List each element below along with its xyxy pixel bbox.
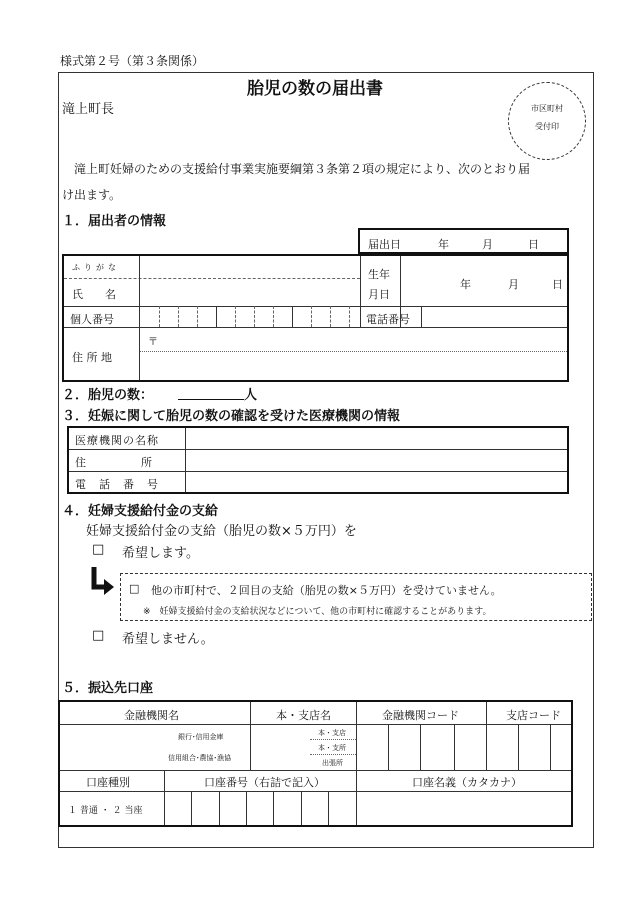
medical-address-field[interactable] <box>187 451 565 470</box>
date-label: 届出日 <box>368 238 401 251</box>
intro-line2: け出ます。 <box>62 188 122 202</box>
medical-name-label: 医療機関の名称 <box>75 434 159 447</box>
date-month: 月 <box>482 238 493 251</box>
medical-phone-label: 電 話 番 号 <box>75 478 159 491</box>
col-account-number: 口座番号（右詰で記入） <box>204 776 325 789</box>
sec4-heading: ４．妊婦支援給付金の支給 <box>62 504 219 519</box>
date-day: 日 <box>528 238 539 251</box>
sec4-lead: 妊婦支援給付金の支給（胎児の数×５万円）を <box>86 524 357 539</box>
address-label: 住 所 地 <box>72 351 112 364</box>
account-type-value[interactable]: １ 普通 ・ ２ 当座 <box>68 806 143 816</box>
bank-table <box>58 700 573 827</box>
account-name-field[interactable] <box>358 792 570 824</box>
col-branch-name: 本・支店名 <box>276 709 331 722</box>
id-number-label: 個人番号 <box>70 313 114 326</box>
stamp-line1: 市区町村 <box>531 104 563 113</box>
birth-label-1: 生年 <box>368 268 390 281</box>
sub-option-text: 他の市町村で、２回目の支給（胎児の数×５万円）を受けていません。 <box>151 584 502 597</box>
sub-option-note: ※ 妊婦支援給付金の支給状況などについて、他の市町村に確認することがあります。 <box>143 607 492 617</box>
form-label: 様式第２号（第３条関係） <box>60 54 205 68</box>
sec5-heading: ５．振込先口座 <box>62 681 154 696</box>
birth-year: 年 <box>460 278 471 291</box>
checkbox-yes[interactable]: □ <box>92 542 105 557</box>
date-box <box>358 228 569 254</box>
furigana-field[interactable] <box>141 257 359 277</box>
branch-type-3: 出張所 <box>322 759 343 767</box>
bank-type-1: 銀行･信用金庫 <box>178 733 224 741</box>
phone-field[interactable] <box>422 307 566 326</box>
medical-name-field[interactable] <box>187 429 565 448</box>
bank-type-2: 信用組合･農協･漁協 <box>168 754 231 762</box>
medical-address-label: 住 所 <box>75 456 152 469</box>
branch-type-2: 本・支所 <box>318 744 346 752</box>
sec2-heading: ２．胎児の数： <box>62 388 154 403</box>
col-bank-name: 金融機関名 <box>124 709 179 722</box>
sub-option-box <box>120 573 592 621</box>
arrow-down-right-icon <box>88 565 118 599</box>
address-field[interactable] <box>141 352 566 379</box>
col-account-name: 口座名義（カタカナ） <box>412 776 522 789</box>
sec1-heading: １．届出者の情報 <box>62 214 167 229</box>
option-yes-label: 希望します。 <box>122 546 199 561</box>
birth-month: 月 <box>508 278 519 291</box>
addressee: 滝上町長 <box>62 102 115 117</box>
birth-label-2: 月日 <box>368 288 390 301</box>
applicant-table <box>62 254 569 382</box>
stamp-line2: 受付印 <box>535 122 559 131</box>
branch-type-1: 本・支店 <box>318 729 346 737</box>
col-branch-code: 支店コード <box>506 709 561 722</box>
name-label: 氏 名 <box>72 288 116 301</box>
fetus-count-field[interactable] <box>178 384 244 400</box>
fetus-count-unit: 人 <box>244 388 258 403</box>
checkbox-sub[interactable]: □ <box>129 582 140 595</box>
furigana-label: ふりがな <box>72 263 120 272</box>
reception-stamp-area <box>508 82 586 160</box>
phone-label: 電話番号 <box>366 313 410 326</box>
name-field[interactable] <box>141 280 359 305</box>
intro-line1: 滝上町妊婦のための支援給付事業実施要綱第３条第２項の規定により、次のとおり届 <box>74 162 531 176</box>
medical-phone-field[interactable] <box>187 473 565 491</box>
date-year: 年 <box>438 238 449 251</box>
sec3-heading: ３．妊娠に関して胎児の数の確認を受けた医療機関の情報 <box>62 409 401 424</box>
checkbox-no[interactable]: □ <box>92 628 105 643</box>
medical-table <box>67 426 569 494</box>
page-title: 胎児の数の届出書 <box>247 79 383 99</box>
option-no-label: 希望しません。 <box>122 632 214 647</box>
col-bank-code: 金融機関コード <box>382 709 459 722</box>
postal-mark: 〒 <box>148 337 158 348</box>
col-account-type: 口座種別 <box>86 776 130 789</box>
birth-day: 日 <box>552 278 563 291</box>
